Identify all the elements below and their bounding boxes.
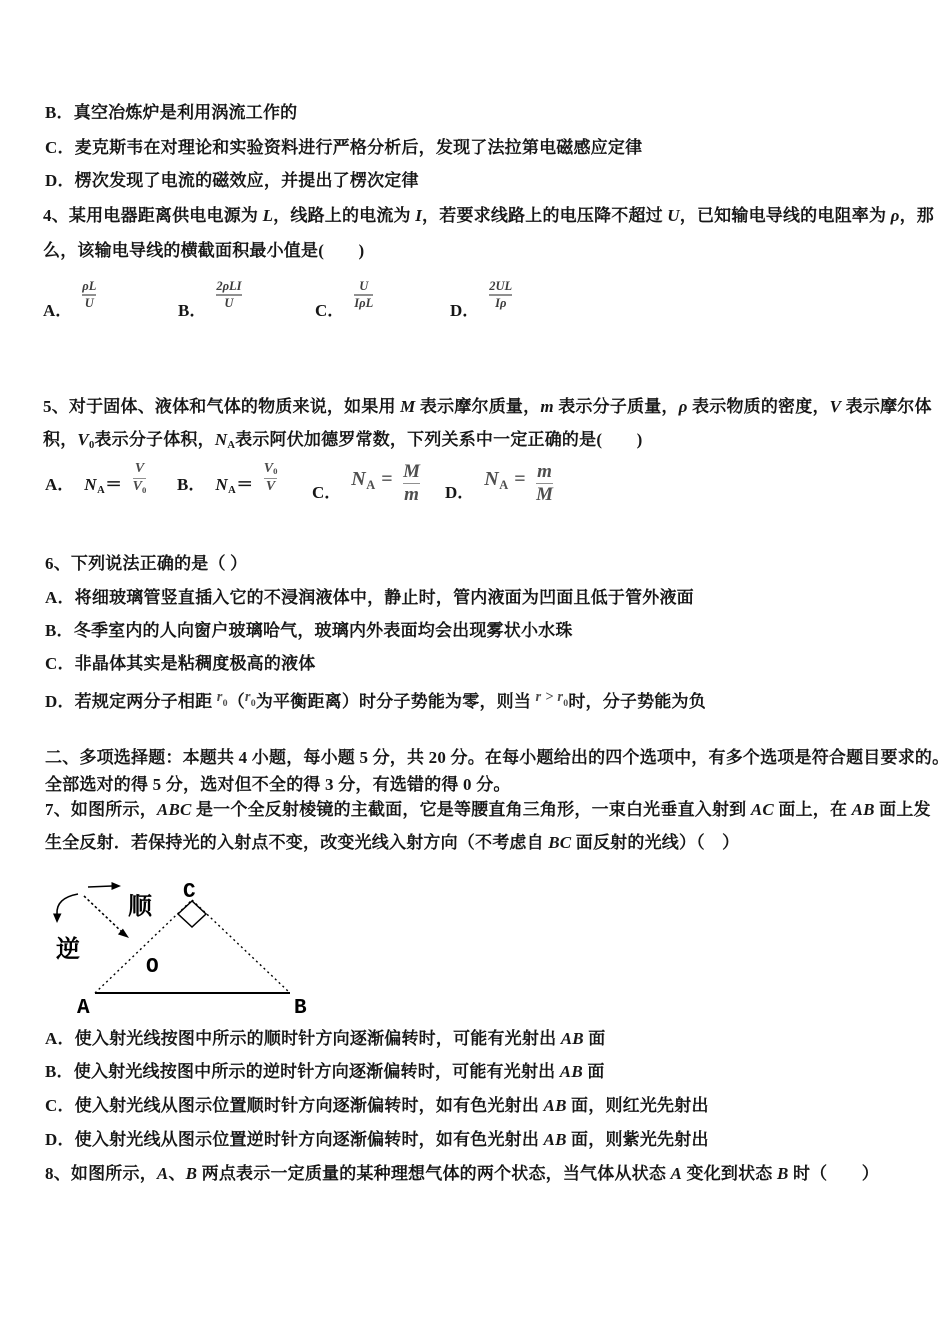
math-var: A: [366, 477, 376, 492]
formula-lhs: [84, 476, 122, 495]
q5-stem-line2: [43, 430, 642, 450]
math-var: M: [400, 397, 416, 416]
math-var: 2UL: [489, 279, 513, 293]
fraction-denominator: [404, 485, 419, 505]
text-run: ，若要求线路上的电压降不超过: [422, 206, 668, 225]
text-run: =: [508, 468, 527, 491]
math-var: AC: [750, 800, 774, 819]
clockwise-text-label: 顺: [128, 894, 152, 920]
math-var: AB: [543, 1096, 567, 1115]
text-run: D．楞次发现了电流的磁效应，并提出了楞次定律: [45, 171, 419, 190]
fraction: [354, 280, 373, 310]
math-var: V: [263, 461, 274, 476]
text-run: 6、下列说法正确的是（ ）: [45, 554, 248, 573]
q6-option-b: [45, 621, 573, 641]
formula-lhs: [351, 468, 393, 490]
q7-stem-line1: [45, 800, 931, 820]
math-var: 0: [563, 698, 569, 710]
fraction: [133, 462, 147, 495]
math-var: AB: [543, 1130, 567, 1149]
fraction-numerator: [537, 462, 552, 482]
text-run: C．使入射光线从图示位置顺时针方向逐渐偏转时，如有色光射出: [45, 1096, 544, 1115]
option-letter: D．: [445, 482, 475, 502]
text-run: C．非晶体其实是粘稠度极高的液体: [45, 654, 316, 673]
q4-option-c: [315, 280, 373, 321]
text-run: ，已知输电导线的电阻率为: [679, 206, 891, 225]
text-run: B．使入射光线按图中所示的逆时针方向逐渐偏转时，可能有光射出: [45, 1062, 560, 1081]
math-var: V: [77, 430, 89, 449]
math-var: V: [265, 479, 276, 495]
text-run: 么，该输电导线的横截面积最小值是( ): [43, 241, 365, 260]
math-var: U: [359, 279, 369, 293]
formula-lhs: [484, 468, 526, 490]
text-run: ，那: [899, 206, 935, 225]
text-run: （: [227, 692, 245, 711]
fraction-denominator: [85, 297, 94, 310]
fraction-numerator: [359, 280, 368, 293]
prism-diagram: [40, 868, 340, 1020]
math-var: V: [829, 397, 842, 416]
point-o-label: O: [146, 956, 159, 979]
fraction-numerator: [135, 462, 144, 477]
text-run: 5、对于固体、液体和气体的物质来说，如果用: [43, 397, 401, 416]
q6-option-a: [45, 588, 694, 608]
text-run: 两点表示一定质量的某种理想气体的两个状态，当气体从状态: [197, 1164, 671, 1183]
math-var: 0: [222, 698, 228, 710]
math-var: M: [536, 484, 553, 506]
incident-ray-arrowhead: [118, 929, 129, 938]
fraction: [489, 280, 512, 310]
fraction-numerator: [403, 462, 420, 482]
section2-header-line2: [45, 775, 511, 795]
text-run: B．冬季室内的人向窗户玻璃哈气，玻璃内外表面均会出现雾状小水珠: [45, 621, 573, 640]
vertex-b-label: B: [294, 997, 307, 1020]
math-var: 0: [273, 466, 278, 477]
text-run: 、: [168, 1164, 186, 1183]
text-run: 表示分子体积，: [94, 430, 215, 449]
math-var: A: [499, 477, 509, 492]
math-var: ABC: [156, 800, 192, 819]
q7-option-a: [45, 1029, 605, 1049]
text-run: 生全反射．若保持光的入射点不变，改变光线入射方向（不考虑自: [45, 833, 549, 852]
math-var: U: [84, 295, 94, 310]
math-var: A: [227, 439, 236, 451]
option-letter: D．: [450, 300, 480, 320]
math-var: IρL: [354, 295, 374, 310]
option-letter: B．: [177, 475, 206, 495]
counterclockwise-arrowhead: [53, 914, 62, 924]
math-var: N: [351, 468, 367, 491]
q3-option-d: [45, 171, 419, 191]
text-run: 面，则红光先射出: [566, 1096, 709, 1115]
text-run: C．麦克斯韦在对理论和实验资料进行严格分析后，发现了法拉第电磁感应定律: [45, 138, 643, 157]
math-var: N: [215, 475, 229, 495]
q6-option-d: [45, 688, 706, 712]
q5-option-c: [312, 461, 420, 506]
fraction-denominator: [266, 480, 275, 495]
counterclockwise-arrow-icon: [57, 894, 78, 914]
q4-option-b: [178, 280, 242, 321]
math-var: 0: [142, 484, 147, 495]
fraction-numerator: [216, 280, 241, 293]
q5-option-d: [445, 461, 553, 506]
text-run: 时（ ）: [788, 1164, 879, 1183]
math-var: 0: [88, 439, 95, 451]
math-var: N: [84, 475, 98, 495]
fraction-numerator: [489, 280, 512, 293]
text-run: =: [375, 468, 394, 491]
q7-option-d: [45, 1130, 709, 1150]
math-var: U: [667, 206, 680, 225]
math-var: r: [244, 688, 251, 705]
text-run: D．使入射光线从图示位置逆时针方向逐渐偏转时，如有色光射出: [45, 1130, 544, 1149]
math-var: Iρ: [495, 295, 507, 310]
q4-stem-line1: [43, 206, 934, 226]
text-run: 4、某用电器距离供电电源为: [43, 206, 263, 225]
vertex-a-label: A: [77, 997, 90, 1020]
q7-option-c: [45, 1096, 709, 1116]
math-var: B: [776, 1164, 789, 1183]
q8-stem: [45, 1164, 879, 1184]
q5-option-b: [177, 462, 277, 495]
section2-header-line1: [45, 748, 949, 768]
q3-option-b: [45, 103, 297, 123]
fraction-denominator: [133, 480, 147, 495]
text-run: 面上，在: [773, 800, 852, 819]
clockwise-arrow-icon: [88, 886, 112, 887]
text-run: 表示摩尔质量，: [415, 397, 541, 416]
math-var: ρ: [678, 397, 688, 416]
fraction: [264, 462, 278, 495]
q6-option-c: [45, 654, 315, 674]
math-var: U: [224, 295, 234, 310]
math-var: 2ρLI: [216, 279, 242, 293]
text-run: 7、如图所示，: [45, 800, 157, 819]
text-run: 时，分子势能为负: [568, 692, 706, 711]
text-run: 是一个全反射棱镜的主截面，它是等腰直角三角形，一束白光垂直入射到: [191, 800, 751, 819]
math-var: A: [156, 1164, 169, 1183]
q4-option-a: [43, 280, 96, 321]
text-run: 全部选对的得 5 分，选对但不全的得 3 分，有选错的得 0 分。: [45, 775, 511, 794]
text-run: 8、如图所示，: [45, 1164, 157, 1183]
option-letter: C．: [315, 300, 345, 320]
math-var: ρ: [890, 206, 900, 225]
q4-option-d: [450, 280, 512, 321]
text-run: 表示摩尔体: [841, 397, 932, 416]
fraction-denominator: [354, 297, 373, 310]
math-var: N: [214, 430, 228, 449]
math-var: B: [185, 1164, 198, 1183]
math-var: m: [540, 397, 554, 416]
q5-stem-line1: [43, 397, 932, 417]
math-var: r: [216, 688, 223, 705]
math-var: AB: [851, 800, 875, 819]
text-run: 表示阿伏加德罗常数，下列关系中一定正确的是( ): [235, 430, 643, 449]
right-angle-mark: [178, 901, 206, 927]
math-var: A: [228, 485, 237, 497]
math-var: V: [134, 461, 145, 476]
text-run: ＝: [236, 475, 254, 495]
text-run: ，线路上的电流为: [273, 206, 416, 225]
fraction: [536, 462, 553, 505]
text-run: 面: [582, 1062, 605, 1081]
q6-stem: [45, 554, 247, 574]
text-run: B．真空冶炼炉是利用涡流工作的: [45, 103, 298, 122]
math-var: A: [670, 1164, 683, 1183]
counterclockwise-text-label: 逆: [56, 937, 80, 963]
math-var: r > r: [535, 688, 564, 705]
math-var: V: [132, 479, 143, 495]
option-letter: A．: [43, 300, 73, 320]
fraction-denominator: [495, 297, 506, 310]
vertex-c-label: C: [183, 881, 196, 904]
text-run: 面: [583, 1029, 606, 1048]
text-run: 表示物质的密度，: [687, 397, 830, 416]
math-var: L: [262, 206, 274, 225]
math-var: I: [415, 206, 423, 225]
fraction-numerator: [264, 462, 278, 477]
math-var: 0: [250, 698, 256, 710]
incident-ray: [84, 896, 122, 932]
text-run: 面，则紫光先射出: [566, 1130, 709, 1149]
math-var: M: [403, 461, 420, 482]
q4-stem-line2: [43, 241, 364, 261]
fraction-numerator: [82, 280, 96, 293]
text-run: A．使入射光线按图中所示的顺时针方向逐渐偏转时，可能有光射出: [45, 1029, 561, 1048]
math-var: N: [484, 468, 500, 491]
q5-option-a: [45, 462, 146, 495]
math-var: ρL: [82, 279, 97, 293]
math-var: m: [537, 461, 552, 482]
option-letter: B．: [178, 300, 207, 320]
text-run: ＝: [105, 475, 123, 495]
text-run: 表示分子质量，: [553, 397, 679, 416]
math-var: BC: [548, 833, 572, 852]
fraction-denominator: [224, 297, 233, 310]
fraction: [216, 280, 241, 310]
fraction-denominator: [536, 485, 553, 505]
math-var: AB: [560, 1029, 584, 1048]
text-run: 为平衡距离）时分子势能为零，则当: [255, 692, 536, 711]
fraction: [403, 462, 420, 505]
q7-stem-line2: [45, 833, 739, 853]
text-run: 积，: [43, 430, 78, 449]
text-run: 二、多项选择题：本题共 4 小题，每小题 5 分，共 20 分。在每小题给出的四个选项中，有多个选项是符合题目要求的。: [45, 748, 950, 767]
math-var: AB: [559, 1062, 583, 1081]
text-run: 变化到状态: [682, 1164, 777, 1183]
clockwise-arrowhead: [112, 882, 122, 890]
math-var: m: [404, 484, 419, 506]
option-letter: C．: [312, 482, 342, 502]
q3-option-c: [45, 138, 642, 158]
text-run: 面反射的光线）（ ）: [571, 833, 740, 852]
fraction: [82, 280, 96, 310]
formula-lhs: [215, 476, 253, 495]
math-var: A: [97, 485, 106, 497]
q7-option-b: [45, 1062, 605, 1082]
text-run: D．若规定两分子相距: [45, 692, 217, 711]
option-letter: A．: [45, 475, 75, 495]
text-run: 面上发: [874, 800, 931, 819]
text-run: A．将细玻璃管竖直插入它的不浸润液体中，静止时，管内液面为凹面且低于管外液面: [45, 588, 694, 607]
